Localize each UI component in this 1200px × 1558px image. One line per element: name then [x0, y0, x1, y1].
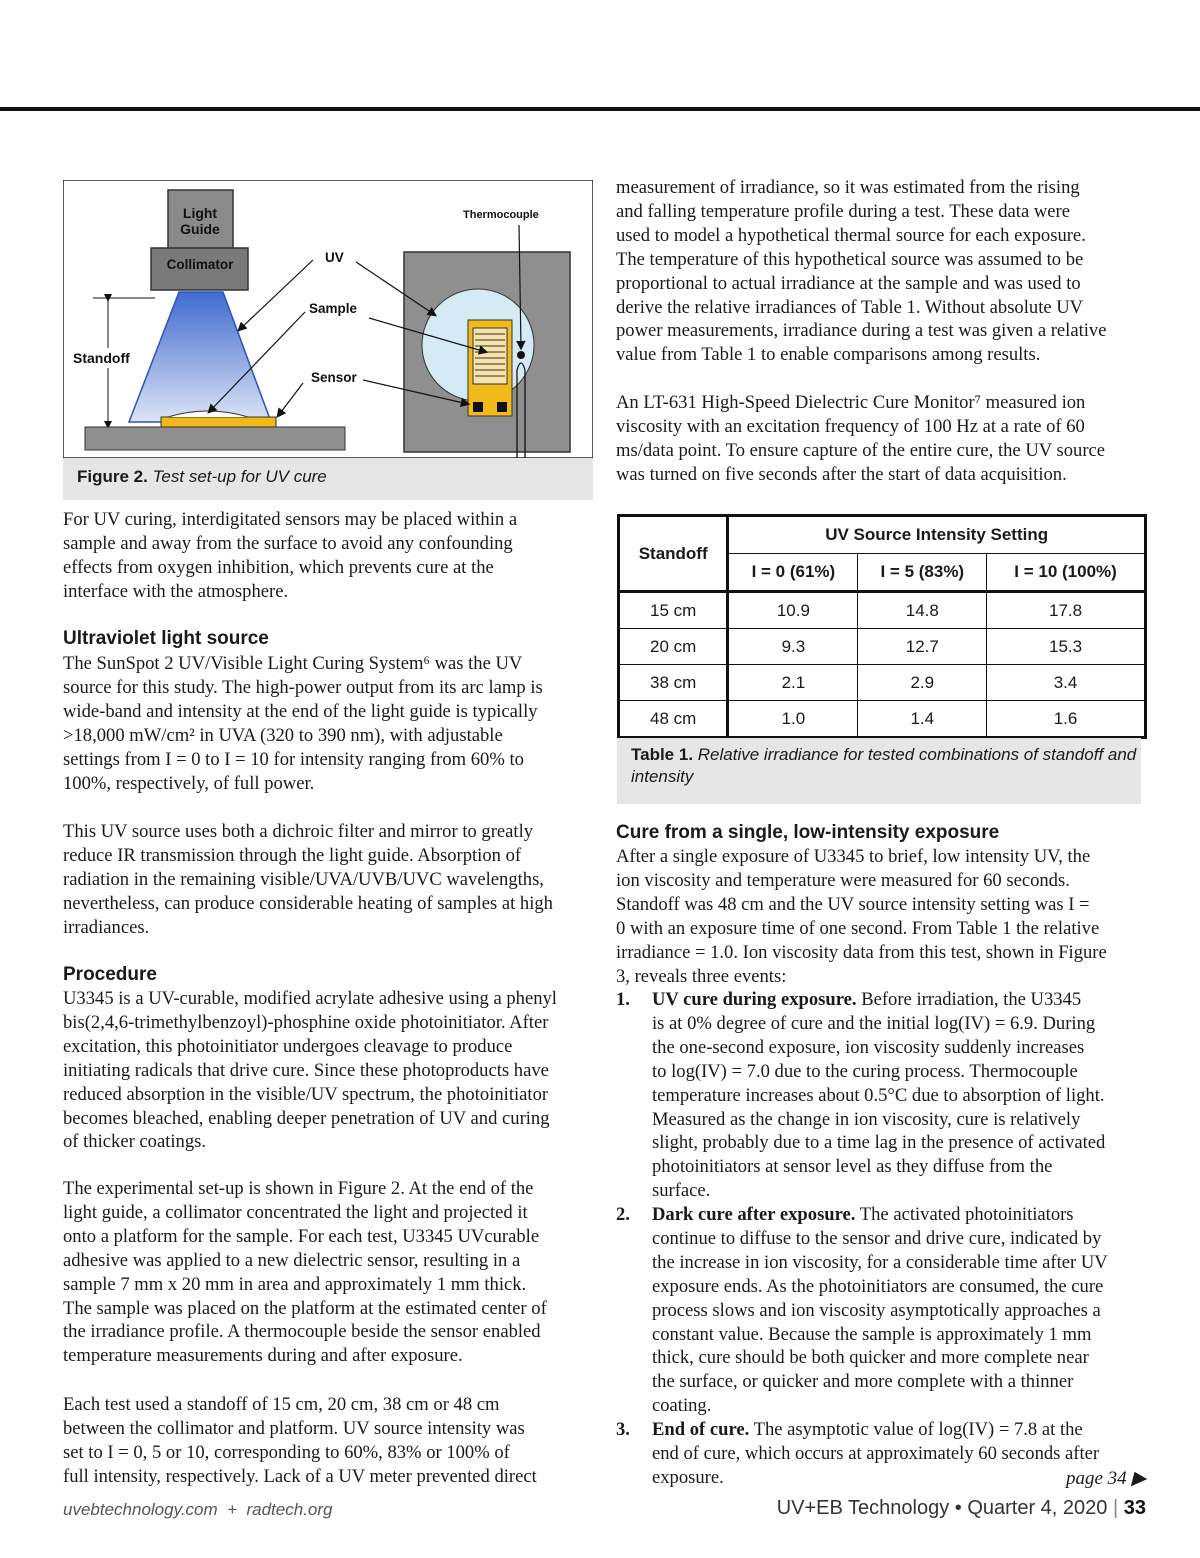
col-header: I = 0 (61%) — [728, 554, 858, 592]
svg-text:Thermocouple: Thermocouple — [463, 209, 539, 221]
header-rule — [0, 107, 1200, 111]
svg-text:Light: Light — [182, 205, 218, 221]
paragraph: After a single exposure of U3345 to brief, low intensity UV, the ion viscosity and temperature were measured for 60 seconds. Standoff was 48 cm and the UV source intensity setting was I = 0 with an exposure time of one second. From Table 1 the relative irradiance = 1.0. Ion viscosity data from this test, shown in Figure 3, reveals three events: — [616, 846, 1107, 987]
page-number: 33 — [1123, 1497, 1146, 1519]
paragraph: The SunSpot 2 UV/Visible Light Curing System⁶ was the UV source for this study. The high-power output from its arc lamp is wide-band and intensity at the end of the light guide is typically >18,000 mW/cm² in UVA (320 to 390 nm), with adjustable settings from I = 0 to I = 10 for intensity ranging from 60% to 100%, respectively, of full power. — [63, 653, 543, 794]
col-header: I = 10 (100%) — [987, 554, 1146, 592]
platform — [85, 427, 345, 450]
section-heading: Procedure — [63, 964, 157, 985]
document-page: Light Guide Collimator Standoff UV Sample Sensor Thermocouple Figure 2. Test set-up for UV cure For UV curing, interdigitated sensors may be placed within a sample and away from the surface to avoid any confounding effects from oxygen inhibition, which prevents cure at the interface with the atmosphere. Ultraviolet light source The SunSpot 2 UV/Visible Light Curing System⁶ was the UV source for this study. The high-power output from its arc lamp is wide-band and intensity at the end of the light guide is typically >18,000 mW/cm² in UVA (320 to 390 nm), with adjustable settings from I = 0 to I = 10 for intensity ranging from 60% to 100%, respectively, of full power. This UV source uses both a dichroic filter and mirror to greatly reduce IR transmission through the light guide. Absorption of radiation in the remaining visible/UVA/UVB/UVC wavelengths, nevertheless, can produce considerable heating of samples at high irradiances. Procedure U3345 is a UV-curable, modified acrylate adhesive using a phenyl bis(2,4,6-trimethylbenzoyl)-phosphine oxide photoinitiator. After excitation, this photoinitiator undergoes cleavage to produce initiating radicals that drive cure. Since these photoproducts have reduced absorption in the visible/UV spectrum, the photoinitiator becomes bleached, enabling deeper penetration of UV and curing of thicker coatings. The experimental set-up is shown in Figure 2. At the end of the light guide, a collimator concentrated the light and projected it onto a platform for the sample. For each test, U3345 UVcurable adhesive was applied to a new dielectric sensor, resulting in a sample 7 mm x 20 mm in area and approximately 1 mm thick. The sample was placed on the platform at the estimated center of the irradiance profile. A thermocouple beside the sensor enabled temperature measurements during and after exposure. Each test used a standoff of 15 cm, 20 cm, 38 cm or 48 cm between the collimator and platform. UV source intensity was set to I = 0, 5 or 10, corresponding to 60%, 83% or 100% of full intensity, respectively. Lack of a UV meter prevented direct measurement of irradiance, so it was estimated from the rising and falling temperature profile during a test. These data were used to model a hypothetical thermal source for each exposure. The temperature of this hypothetical source was assumed to be proportional to actual irradiance at the sample and was used to derive the relative irradiances of Table 1. Without absolute UV power measurements, irradiance during a test was given a relative value from Table 1 to enable comparisons among results. An LT-631 High-Speed Dielectric Cure Monitor⁷ measured ion viscosity with an excitation frequency of 100 Hz at a rate of 60 ms/data point. To ensure capture of the entire cure, the UV source was turned on five seconds after the start of data acquisition. Standoff UV Source Intensity Setting I = 0 (61%) I = 5 (83%) I = 10 (100%) 15 cm 10.9 14.8 17.8 20 cm 9.3 12.7 15.3 38 cm 2.1 2.9 3.4 48 cm 1.0 1.4 1.6 Table 1. Relative irradiance for tested combinations of standoff and intensity Cure from a single, low-intensity exposure After a single exposure of U3345 to brief, low intensity UV, the ion viscosity and temperature were measured for 60 seconds. Standoff was 48 cm and the UV source intensity setting was I = 0 with an exposure time of one second. From Table 1 the relative irradiance = 1.0. Ion viscosity data from this test, shown in Figure 3, reveals three events: 1. UV cure during exposure. Before irradiation, the U3345 is at 0% degree of cure and the initial log(IV) = 6.9. During the one-second exposure, ion viscosity suddenly increases to log(IV) = 7.0 due to the curing process. Thermocouple temperature increases about 0.5°C due to absorption of light. Measured as the change in ion viscosity, cure is relatively slight, probably due to a time lag in the presence of activated photoinitiators at sensor level as they diffuse from the surface. 2. Dark cure after exposure. The activated photoinitiators continue to diffuse to the sensor and drive cure, indicated by the increase in ion viscosity, for a considerable time after UV exposure ends. As the photoinitiators are consumed, the cure process slows and ion viscosity asymptotically approaches a constant value. Because the sample is approximately 1 mm thick, cure should be both quicker and more complete near the surface, or quicker and more complete with a thinner coating. 3. End of cure. The asymptotic value of log(IV) = 7.8 at the end of cure, which occurs at approximately 60 seconds after exposure. page 34 ▶ uvebtechnology.com + radtech.org UV+EB Technology • Quarter 4, 2020 | 33 — [0, 0, 1200, 1558]
table-row: 48 cm 1.0 1.4 1.6 — [619, 701, 1146, 738]
svg-text:Sensor: Sensor — [311, 370, 357, 385]
svg-text:Collimator: Collimator — [166, 257, 234, 272]
svg-text:UV: UV — [325, 250, 344, 265]
figure-caption: Figure 2. Test set-up for UV cure — [77, 467, 327, 486]
section-heading: Ultraviolet light source — [63, 628, 269, 649]
section-heading: Cure from a single, low-intensity exposure — [616, 822, 1000, 843]
figure-2 — [63, 180, 593, 500]
footer-publication: UV+EB Technology • Quarter 4, 2020 | 33 — [776, 1497, 1146, 1519]
svg-text:Sample: Sample — [309, 301, 358, 316]
footer-websites: uvebtechnology.com + radtech.org — [63, 1500, 333, 1519]
paragraph: For UV curing, interdigitated sensors may be placed within a sample and away from the surface to avoid any confounding effects from oxygen inhibition, which prevents cure at the interface with the atmosphere. — [63, 509, 518, 602]
col-header-standoff: Standoff — [619, 516, 728, 592]
continued-link[interactable]: page 34 ▶ — [1065, 1468, 1146, 1489]
table-caption: Table 1. Relative irradiance for tested combinations of standoff and intensity — [617, 738, 1141, 804]
paragraph: U3345 is a UV-curable, modified acrylate adhesive using a phenyl bis(2,4,6-trimethylbenzoyl)-phosphine oxide photoinitiator. After excitation, this photoinitiator undergoes cleavage to produce initiating radicals that drive cure. Since these photoproducts have reduced absorption in the visible/UV spectrum, the photoinitiator becomes bleached, enabling deeper penetration of UV and curing of thicker coatings. — [63, 988, 557, 1153]
table-row: 20 cm 9.3 12.7 15.3 — [619, 629, 1146, 665]
table-row: 15 cm 10.9 14.8 17.8 — [619, 592, 1146, 629]
setup-diagram — [63, 180, 593, 458]
sensor-side — [161, 417, 276, 427]
paragraph: The experimental set-up is shown in Figure 2. At the end of the light guide, a collimator concentrated the light and projected it onto a platform for the sample. For each test, U3345 UVcurable adhesive was applied to a new dielectric sensor, resulting in a sample 7 mm x 20 mm in area and approximately 1 mm thick. The sample was placed on the platform at the estimated center of the irradiance profile. A thermocouple beside the sensor enabled temperature measurements during and after exposure. — [63, 1178, 547, 1367]
table-row: 38 cm 2.1 2.9 3.4 — [619, 665, 1146, 701]
svg-text:Guide: Guide — [180, 221, 220, 237]
col-group-header: UV Source Intensity Setting — [728, 516, 1146, 554]
table-1 — [617, 514, 1147, 739]
paragraph: An LT-631 High-Speed Dielectric Cure Monitor⁷ measured ion viscosity with an excitation frequency of 100 Hz at a rate of 60 ms/data point. To ensure capture of the entire cure, the UV source was turned on five seconds after the start of data acquisition. — [616, 392, 1106, 485]
col-header: I = 5 (83%) — [858, 554, 987, 592]
paragraph: Each test used a standoff of 15 cm, 20 cm, 38 cm or 48 cm between the collimator and platform. UV source intensity was set to I = 0, 5 or 10, corresponding to 60%, 83% or 100% of full intensity, respectively. Lack of a UV meter prevented direct — [63, 1394, 537, 1487]
svg-text:Standoff: Standoff — [73, 350, 130, 366]
paragraph: measurement of irradiance, so it was estimated from the rising and falling temperature profile during a test. These data were used to model a hypothetical thermal source for each exposure. The temperature of this hypothetical source was assumed to be proportional to actual irradiance at the sample and was used to derive the relative irradiances of Table 1. Without absolute UV power measurements, irradiance during a test was given a relative value from Table 1 to enable comparisons among results. — [616, 177, 1107, 366]
paragraph: This UV source uses both a dichroic filter and mirror to greatly reduce IR transmission through the light guide. Absorption of radiation in the remaining visible/UVA/UVB/UVC wavelengths, nevertheless, can produce considerable heating of samples at high irradiances. — [63, 821, 553, 938]
